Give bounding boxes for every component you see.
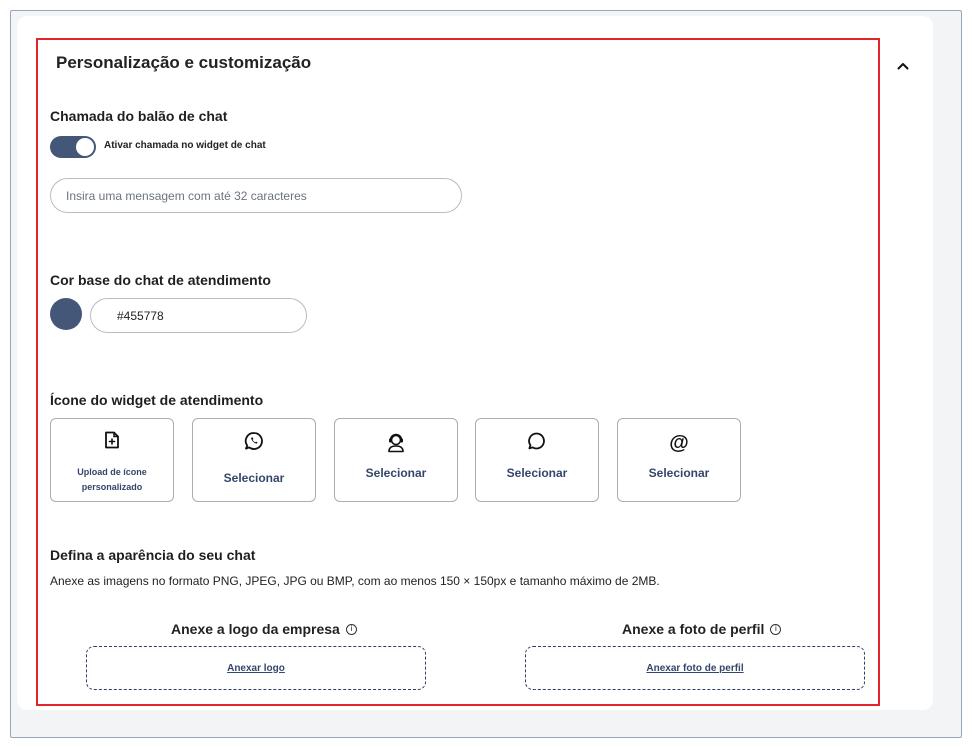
color-swatch[interactable] bbox=[50, 298, 82, 330]
icon-option-label: Selecionar bbox=[506, 466, 568, 480]
attach-logo-link[interactable]: Anexar logo bbox=[227, 662, 285, 674]
icon-option-label: Selecionar bbox=[648, 466, 710, 480]
widget-icon-title: Ícone do widget de atendimento bbox=[50, 392, 264, 408]
at-sign-icon: @ bbox=[669, 432, 689, 454]
balloon-section-title: Chamada do balão de chat bbox=[50, 108, 228, 124]
icon-option-whatsapp[interactable] bbox=[192, 418, 316, 502]
icon-option-upload[interactable] bbox=[50, 418, 174, 502]
balloon-message-input[interactable] bbox=[50, 178, 462, 213]
profile-drop-zone[interactable] bbox=[525, 646, 865, 690]
section-title: Personalização e customização bbox=[56, 53, 312, 72]
logo-upload-heading bbox=[171, 621, 357, 637]
icon-option-at[interactable] bbox=[617, 418, 741, 502]
chat-bubble-icon bbox=[527, 431, 547, 451]
collapse-button[interactable] bbox=[893, 56, 913, 76]
base-color-title: Cor base do chat de atendimento bbox=[50, 272, 271, 288]
balloon-toggle[interactable] bbox=[50, 136, 96, 158]
chevron-up-icon bbox=[897, 62, 909, 70]
logo-drop-zone[interactable] bbox=[86, 646, 426, 690]
logo-heading-text: Anexe a logo da empresa bbox=[171, 621, 340, 637]
info-icon[interactable]: i bbox=[770, 624, 781, 635]
icon-option-label: Selecionar bbox=[223, 471, 285, 485]
icon-option-chat[interactable] bbox=[475, 418, 599, 502]
info-icon[interactable]: i bbox=[346, 624, 357, 635]
profile-upload-heading bbox=[622, 621, 781, 637]
toggle-knob bbox=[76, 138, 94, 156]
file-plus-icon bbox=[104, 431, 120, 449]
icon-option-label: Upload de ícone personalizado bbox=[77, 467, 147, 492]
appearance-title: Defina a aparência do seu chat bbox=[50, 547, 256, 563]
appearance-description: Anexe as imagens no formato PNG, JPEG, JPG ou BMP, com ao menos 150 × 150px e tamanho máximo de 2MB. bbox=[50, 574, 660, 588]
icon-option-headset[interactable] bbox=[334, 418, 458, 502]
attach-profile-link[interactable]: Anexar foto de perfil bbox=[646, 662, 744, 674]
highlight-box bbox=[36, 38, 880, 706]
whatsapp-icon bbox=[244, 431, 264, 451]
color-hex-input[interactable] bbox=[90, 298, 307, 333]
icon-option-label: Selecionar bbox=[365, 466, 427, 480]
headset-agent-icon bbox=[386, 431, 406, 453]
profile-heading-text: Anexe a foto de perfil bbox=[622, 621, 765, 637]
toggle-label: Ativar chamada no widget de chat bbox=[104, 140, 266, 151]
